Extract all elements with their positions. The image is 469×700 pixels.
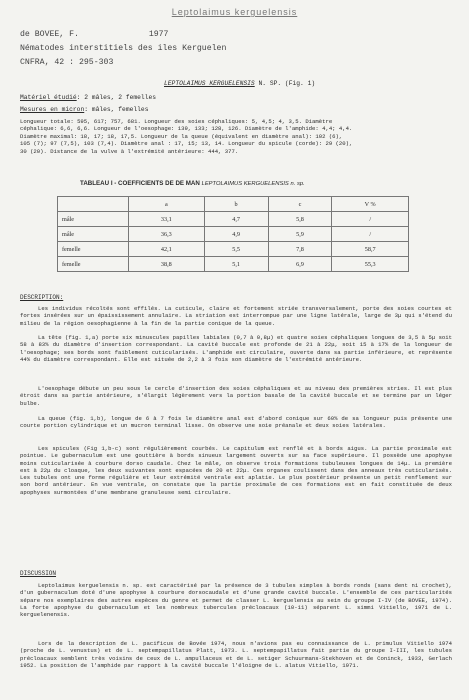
discussion-paragraph-1: Leptolaimus kerguelensis n. sp. est caractérisé par la présence de 3 tubules simples à bords ronds (sans dent ni crochet), d'un gubernaculum doté d'une apophyse à courbure dorsocaudale et d'une grande cavité buccale. L'ensemble de ces particularités sépare nos exemplaires des autres espèces du genre et permet de classer L. kerguelensis au sein du groupe I-IV (de BOVEE, 1974). La forte apophyse du gubernaculum et les nombreux tubercules précloacaux (10-11) séparent L. simmi Vitiello, 1971 de L. kerguelenensis.	[20, 582, 452, 619]
table-species: LEPTOLAIMUS KERGUELENSIS	[201, 181, 289, 187]
reference-author-line	[20, 30, 168, 39]
table-header-cell: b	[204, 197, 268, 212]
measures-value: : mâles, femelles	[84, 106, 149, 113]
species-name: LEPTOLAIMUS KERGUELENSIS	[164, 80, 255, 87]
table-cell: femelle	[58, 242, 129, 257]
reference-year: 1977	[148, 30, 169, 39]
description-paragraph-2: La tête (fig. 1,a) porte six minuscules papilles labiales (0,7 à 0,8μ) et quatre soies céphaliques longues de 3,5 à 5μ soit 58 à 83% du diamètre d'insertion correspondant. La cavité buccale est profonde de 21 à 22μ, soit 15 à 17% de la longueur de l'oesophage; ses bords sont faiblement cuticularisés. L'amphide est circulaire, ouverte dans sa partie inférieure, et représente 44% du diamètre correspondant. Elle est située de 2,2 à 3 fois son diamètre de l'extrémité antérieure.	[20, 334, 452, 363]
table-cell: mâle	[58, 227, 129, 242]
table-row	[58, 242, 409, 257]
measures-line	[20, 106, 149, 113]
table-cell: mâle	[58, 212, 129, 227]
table-title-text: TABLEAU I - COEFFICIENTS DE DE MAN	[80, 180, 200, 187]
table-cell: 6,9	[268, 257, 332, 272]
measures-line-5: 30 (20). Distance de la vulve à l'extrémité antérieure: 444, 377.	[20, 147, 239, 155]
table-cell: 5,1	[204, 257, 268, 272]
table-cell: 5,8	[268, 212, 332, 227]
table-header-cell: a	[129, 197, 205, 212]
description-paragraph-4: La queue (fig. 1,b), longue de 6 à 7 fois le diamètre anal est d'abord conique sur 60% de sa longueur puis présente une courte portion cylindrique et un mucron terminal lisse. On observe une soie préanale et deux soies latérales.	[20, 415, 452, 430]
table-cell: 58,7	[332, 242, 409, 257]
table-title	[80, 180, 305, 187]
table-header-row	[58, 197, 409, 212]
table-cell: 4,9	[204, 227, 268, 242]
table-row	[58, 227, 409, 242]
table-cell: 5,9	[268, 227, 332, 242]
discussion-heading: DISCUSSION	[20, 570, 57, 577]
table-cell: 5,5	[204, 242, 268, 257]
table-sp: n. sp.	[290, 181, 305, 187]
material-label: Matériel étudié	[20, 94, 77, 101]
table-cell: /	[332, 227, 409, 242]
description-heading: DESCRIPTION:	[20, 294, 64, 301]
description-paragraph-3: L'oesophage débute un peu sous le cercle d'insertion des soies céphaliques et au niveau des premières stries. Il est plus étroit dans sa partie antérieure, s'élargit légèrement vers la portion basale de la cavité buccale et se termine par un léger bulbe.	[20, 385, 452, 407]
table-header-cell: c	[268, 197, 332, 212]
table-row	[58, 257, 409, 272]
table-cell: 7,8	[268, 242, 332, 257]
table-header-cell	[58, 197, 129, 212]
table-cell: 4,7	[204, 212, 268, 227]
page-header-title: Leptolaimus kerguelensis	[171, 7, 298, 17]
measures-line-2: céphalique: 6,6, 6,6. Longueur de l'oesophage: 139, 133; 128, 126. Diamètre de l'amphide: 4,4; 4,4.	[20, 125, 353, 133]
table-row	[58, 212, 409, 227]
description-paragraph-1: Les individus récoltés sont effilés. La cuticule, claire et fortement striée transversalement, porte des soies courtes et fortes insérées sur un épaississement annulaire. La striation est interrompue par une ligne latérale, large de 3μ qui s'étend du milieu de la région oesophagienne à la fin de la partie conique de la queue.	[20, 305, 452, 327]
measures-line-1: Longueur totale: 595, 617; 757, 681. Longueur des soies céphaliques: 5, 4,5; 4, 3,5. Diamètre	[20, 118, 333, 125]
material-value: : 2 mâles, 2 femelles	[76, 94, 157, 101]
species-status: N. SP. (Fig. 1)	[258, 80, 316, 87]
table-cell: 33,1	[129, 212, 205, 227]
reference-subject: Nématodes interstitiels des iles Kerguelen	[20, 44, 227, 53]
discussion-paragraph-2: Lors de la description de L. pacificus de Bovée 1974, nous n'avions pas eu connaissance de L. primulus Vitiello 1974 (proche de L. venustus) et de L. septempapillatus Platt, 1973. L. septempapillatus fait partie du groupe I-III, les tubules précloacaux semblent très voisins de ceux de L. ampullaceus et de L. setiger Schuurmans-Stekhoven et de Coninck, 1933, Gerlach 1952. La position de l'amphide par rapport à la cavité buccale l'éloigne de L. alatus Vitiello, 1971.	[20, 640, 452, 669]
description-paragraph-5: Les spicules (Fig 1,b-c) sont régulièrement courbés. Le capitulum est renflé et à bords aigus. La partie proximale est pointue. Le gubernaculum est une gouttière à bords sinueux largement ouverts sur sa face supérieure. Il possède une apophyse moins cuticularisée à courbure dorso caudale. Chez le mâle, on observe trois formations tubuleuses longues de 14μ. La première est à 22μ du cloaque, les deux suivantes sont espacées de 20 et 22μ. Ces organes coulissent dans des anneaux très cuticularisés. Les tubules ont une forme régulière et leur extrémité ventrale est aplatie. Le plus postérieur présente un petit renflement sur son bord antérieur. En vue ventrale, on constate que la partie proximale de ces formations est en fait constituée de deux apophyses surmontées d'une membrane granuleuse semi circulaire.	[20, 445, 452, 496]
material-line	[20, 94, 156, 101]
table-header-cell: V %	[332, 197, 409, 212]
table-cell: 38,8	[129, 257, 205, 272]
measures-line-3: Diamètre maximal: 18, 17; 18, 17,5. Longueur de la queue (équivalent en diamètre anal): 102 (6),	[20, 132, 343, 140]
table-cell: 42,1	[129, 242, 205, 257]
table-cell: /	[332, 212, 409, 227]
table-cell: femelle	[58, 257, 129, 272]
reference-author: de BOVEE, F.	[20, 30, 79, 39]
measures-block	[20, 118, 452, 155]
reference-journal: CNFRA, 42 : 295-303	[20, 58, 114, 67]
coefficients-table	[57, 196, 409, 272]
table-cell: 55,3	[332, 257, 409, 272]
measures-line-4: 105 (7); 97 (7,5), 103 (7,4). Diamètre anal : 17, 15; 13, 14. Longueur du spicule (corde): 29 (20),	[20, 140, 353, 148]
table-cell: 36,3	[129, 227, 205, 242]
measures-label: Mesures en micron	[20, 106, 85, 113]
